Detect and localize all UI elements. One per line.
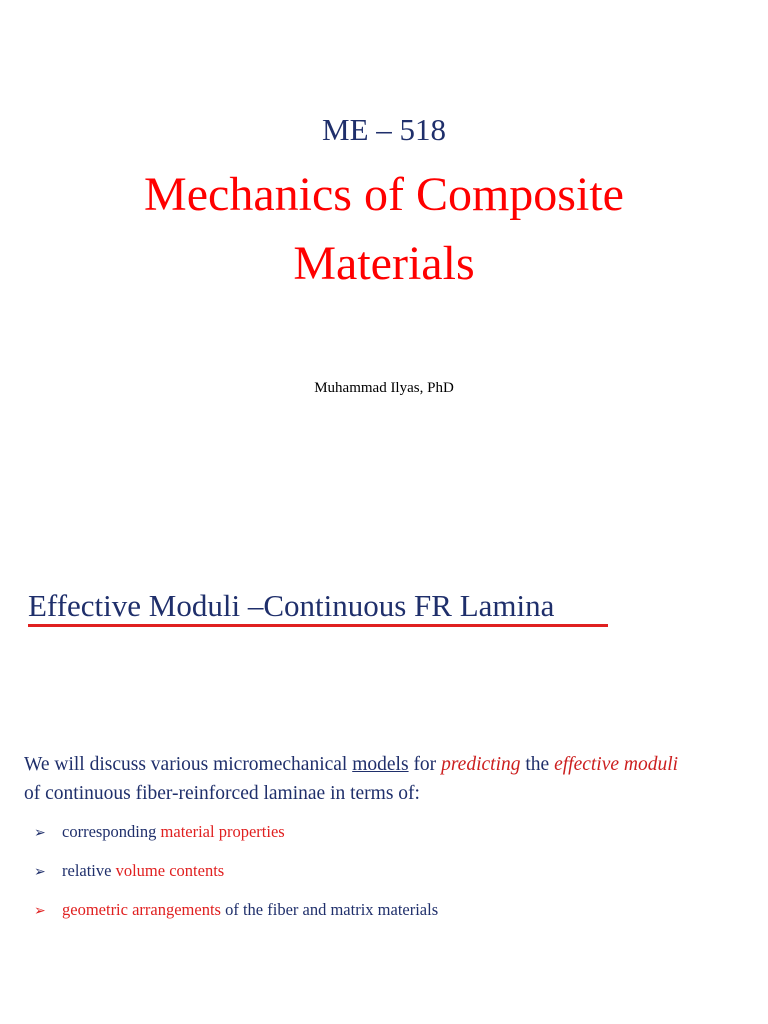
arrow-bullet-icon: ➢ — [34, 864, 46, 880]
list-item — [34, 898, 438, 937]
list-item — [34, 820, 438, 859]
course-title-line-1: Mechanics of Composite — [144, 168, 624, 221]
bullet-text: relative — [62, 861, 116, 880]
bullet-text: corresponding — [62, 822, 161, 841]
section-heading: Effective Moduli –Continuous FR Lamina — [28, 588, 555, 623]
author-name: Muhammad Ilyas, PhD — [314, 380, 454, 396]
effective-moduli-term: effective moduli — [554, 754, 679, 775]
arrow-bullet-icon: ➢ — [34, 825, 46, 841]
bullet-text: of the fiber and matrix materials — [220, 900, 439, 919]
arrow-bullet-icon: ➢ — [34, 903, 46, 919]
models-term: models — [352, 754, 409, 775]
intro-text: We will discuss various micromechanical — [24, 754, 353, 775]
heading-underline — [28, 624, 608, 627]
intro-text: the — [520, 754, 555, 775]
bullet-list — [34, 820, 438, 937]
bullet-highlight: volume contents — [115, 861, 225, 880]
course-title-line-2: Materials — [293, 237, 475, 290]
bullet-highlight: geometric arrangements — [62, 900, 221, 919]
list-item — [34, 859, 438, 898]
intro-paragraph — [24, 750, 760, 808]
intro-text: of continuous fiber-reinforced laminae in terms of: — [24, 783, 420, 804]
intro-text: for — [408, 754, 442, 775]
predicting-term: predicting — [441, 754, 521, 775]
bullet-highlight: material properties — [160, 822, 285, 841]
course-code: ME – 518 — [322, 112, 446, 147]
